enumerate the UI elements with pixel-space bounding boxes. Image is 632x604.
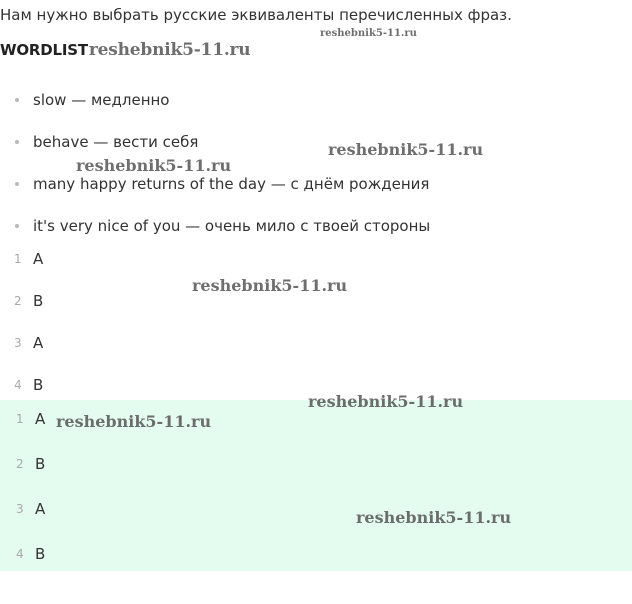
answer-row: [16, 498, 45, 543]
answer-number: 4: [16, 546, 24, 561]
answer-list-highlighted: [16, 408, 45, 588]
answer-list: [14, 248, 43, 416]
answer-row: [16, 543, 45, 588]
watermark: reshebnik5-11.ru: [320, 28, 417, 39]
answer-value: A: [35, 499, 46, 518]
bullet-icon: [15, 98, 19, 102]
answer-value: B: [33, 375, 44, 394]
wordlist-item-text: many happy returns of the day — с днём рождения: [33, 175, 430, 193]
answer-row: [14, 332, 43, 374]
watermark: reshebnik5-11.ru: [192, 276, 348, 295]
answer-number: 4: [14, 377, 22, 392]
wordlist-item-text: slow — медленно: [33, 91, 170, 109]
answer-row: [16, 408, 45, 453]
watermark: reshebnik5-11.ru: [76, 156, 232, 175]
wordlist-heading-label: WORDLIST: [0, 41, 88, 59]
bullet-icon: [15, 182, 19, 186]
answer-number: 1: [14, 251, 22, 266]
answer-number: 3: [16, 501, 24, 516]
wordlist-item-text: behave — вести себя: [33, 133, 199, 151]
watermark: reshebnik5-11.ru: [56, 412, 212, 431]
wordlist-item-text: it's very nice of you — очень мило с твоей стороны: [33, 217, 431, 235]
answer-value: A: [33, 333, 44, 352]
bullet-icon: [15, 140, 19, 144]
answer-value: A: [35, 409, 46, 428]
answer-value: B: [35, 544, 46, 563]
answer-row: [14, 248, 43, 290]
answer-number: 1: [16, 411, 24, 426]
bullet-icon: [15, 224, 19, 228]
watermark: reshebnik5-11.ru: [308, 392, 464, 411]
answer-value: B: [35, 454, 46, 473]
answer-row: [14, 290, 43, 332]
answer-row: [16, 453, 45, 498]
wordlist-item: [14, 174, 430, 216]
answer-number: 2: [14, 293, 22, 308]
answer-value: B: [33, 291, 44, 310]
intro-text: Нам нужно выбрать русские эквиваленты перечисленных фраз.: [0, 6, 512, 24]
wordlist-item: [14, 216, 430, 258]
watermark: reshebnik5-11.ru: [88, 40, 251, 60]
answer-value: A: [33, 249, 44, 268]
watermark: reshebnik5-11.ru: [328, 140, 484, 159]
wordlist-heading: [0, 40, 250, 60]
answer-number: 2: [16, 456, 24, 471]
wordlist-item: [14, 90, 430, 132]
answer-number: 3: [14, 335, 22, 350]
watermark: reshebnik5-11.ru: [356, 508, 512, 527]
